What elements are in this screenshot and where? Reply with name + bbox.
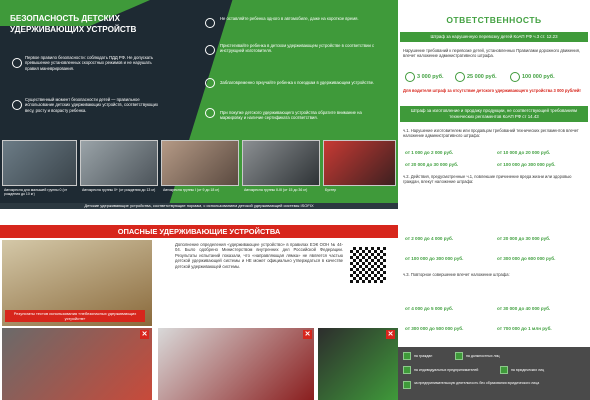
company-icon bbox=[500, 366, 508, 374]
fine-amount: от 10 000 до 20 000 руб. bbox=[497, 150, 551, 155]
col2-3: Заблаговременно приучайте ребенка к поездкам в удерживающем устройстве. bbox=[220, 80, 375, 85]
citizen-icon bbox=[403, 352, 411, 360]
unsafe-device-photo bbox=[2, 328, 152, 400]
legend-item: на индивидуальных предпринимателей bbox=[414, 368, 479, 372]
legend-item: на граждан bbox=[414, 354, 433, 358]
entrepreneur-icon bbox=[403, 366, 411, 374]
photo-caption: Автокресла группы 0+ (от рождения до 13 кг) bbox=[82, 188, 156, 192]
fine-amount: 3 000 руб. bbox=[417, 74, 444, 80]
photo-caption: Бустер bbox=[325, 188, 337, 192]
fine-amount: от 100 000 до 300 000 руб. bbox=[497, 162, 556, 167]
cert-icon bbox=[205, 108, 215, 118]
legend-item: на юридических лиц bbox=[511, 368, 545, 372]
responsibility-title: ОТВЕТСТВЕННОСТЬ bbox=[446, 15, 542, 25]
info-icon bbox=[12, 58, 22, 68]
fine-amount: от 2 000 до 4 000 руб. bbox=[405, 236, 454, 241]
warning-icon bbox=[205, 18, 215, 28]
fine-text-1: Нарушение требований к перевозке детей, установленных Правилами дорожного движения, влечет наложение административного штрафа. bbox=[403, 48, 581, 58]
para-1: Первое правило безопасности: соблюдать ПДД РФ. Не допускать превышение установленных скоростных режимов и не нарушать правил маневрирования. bbox=[25, 55, 154, 71]
child-icon bbox=[205, 78, 215, 88]
fine-amount: от 300 000 до 600 000 руб. bbox=[497, 256, 556, 261]
business-icon bbox=[403, 381, 411, 389]
seat-photo bbox=[2, 140, 77, 186]
photo-caption: Автокресла для малышей группы 0 (от рождения до 10 кг) bbox=[4, 188, 68, 197]
legend-item: на должностных лиц bbox=[466, 354, 500, 358]
seat-photo bbox=[161, 140, 239, 186]
wide-caption: Детские удерживающие устройства, соответствующие нормам, с использованием детской удерживающей системы ISOFIX bbox=[0, 203, 398, 209]
photo-caption: Автокресла группы I (от 9 до 18 кг) bbox=[163, 188, 220, 192]
cross-icon: ✕ bbox=[387, 331, 394, 338]
person-icon bbox=[405, 72, 415, 82]
info-icon bbox=[12, 100, 22, 110]
fine-amount: 25 000 руб. bbox=[467, 74, 497, 80]
seat-icon bbox=[205, 45, 215, 55]
official-icon bbox=[455, 72, 465, 82]
fine-amount: 100 000 руб. bbox=[522, 74, 555, 80]
part-1: ч.1. Нарушение изготовителем или продавцом требований технических регламентов влечет наложение административного штрафа: bbox=[403, 128, 579, 138]
company-icon bbox=[510, 72, 520, 82]
photo-caption: Автокресла группы II-III (от 15 до 36 кг) bbox=[244, 188, 308, 192]
fine-amount: от 100 000 до 300 000 руб. bbox=[405, 256, 464, 261]
unsafe-device-photo bbox=[158, 328, 314, 400]
part-3: ч.3. Повторное совершение влечет наложение штрафа: bbox=[403, 272, 510, 277]
fine-amount: от 20 000 до 30 000 руб. bbox=[405, 162, 459, 167]
cross-icon: ✕ bbox=[304, 331, 311, 338]
col2-2: Пристегивайте ребенка в детском удерживающем устройстве в соответствии с инструкцией изготовителя. bbox=[220, 43, 375, 54]
para-2: Существенный момент безопасности детей — правильное использование детских удерживающих устройств, соответствующих весу, росту и возрасту ребенка. bbox=[25, 97, 159, 113]
danger-body: Дополнение определения «удерживающее устройство» в правилах ЕЭК ООН № 44-04. Было одобрено Министерством внутренних дел Российской Федерации. Результаты испытаний показали, что «направляющая лямка» не является частью детской удерживающей системы и НЕ может официально утверждаться в качестве детской удерживающей системы. bbox=[175, 242, 343, 269]
fine-amount: от 4 000 до 5 000 руб. bbox=[405, 306, 454, 311]
cross-icon: ✕ bbox=[141, 331, 148, 338]
part-2: ч.2. Действия, предусмотренные ч.1, повлекшие причинение вреда жизни или здоровью граждан, влекут наложение штрафа: bbox=[403, 174, 572, 184]
danger-title: ОПАСНЫЕ УДЕРЖИВАЮЩИЕ УСТРОЙСТВА bbox=[0, 225, 398, 238]
fine-amount: от 30 000 до 40 000 руб. bbox=[497, 306, 551, 311]
section-title: БЕЗОПАСНОСТЬ ДЕТСКИХ УДЕРЖИВАЮЩИХ УСТРОЙСТВ bbox=[10, 14, 137, 34]
fine-bar-1: Штраф за нарушенную перевозку детей КоАП РФ ч.3 ст. 12.23 bbox=[400, 32, 588, 42]
fine-amount: от 700 000 до 1 млн руб. bbox=[497, 326, 552, 331]
qr-code bbox=[348, 245, 388, 285]
legend-item: за предпринимательскую деятельность без образования юридического лица bbox=[414, 381, 540, 385]
fine-bar-2: Штраф за изготовление и продажу продукции, не соответствующей требованиям технических регламентов КоАП РФ ст 14.43 bbox=[400, 106, 588, 122]
seat-photo bbox=[323, 140, 396, 186]
fine-amount: от 1 000 до 2 000 руб. bbox=[405, 150, 454, 155]
col2-1: Не оставляйте ребенка одного в автомобиле, даже на короткое время. bbox=[220, 16, 359, 21]
fine-amount: от 20 000 до 30 000 руб. bbox=[497, 236, 551, 241]
fine-amount: от 300 000 до 500 000 руб. bbox=[405, 326, 464, 331]
driver-note: Для водителя штраф за отсутствие детского удерживающего устройства 3 000 рублей! bbox=[403, 88, 581, 93]
test-result-caption: Результаты тестов использования «небезопасных удерживающих устройств» bbox=[5, 310, 145, 322]
official-icon bbox=[455, 352, 463, 360]
seat-photo bbox=[242, 140, 320, 186]
seat-photo bbox=[80, 140, 158, 186]
col2-4: При покупке детского удерживающего устройства обратите внимание на маркировку и наличие сертификата соответствия. bbox=[220, 110, 362, 121]
